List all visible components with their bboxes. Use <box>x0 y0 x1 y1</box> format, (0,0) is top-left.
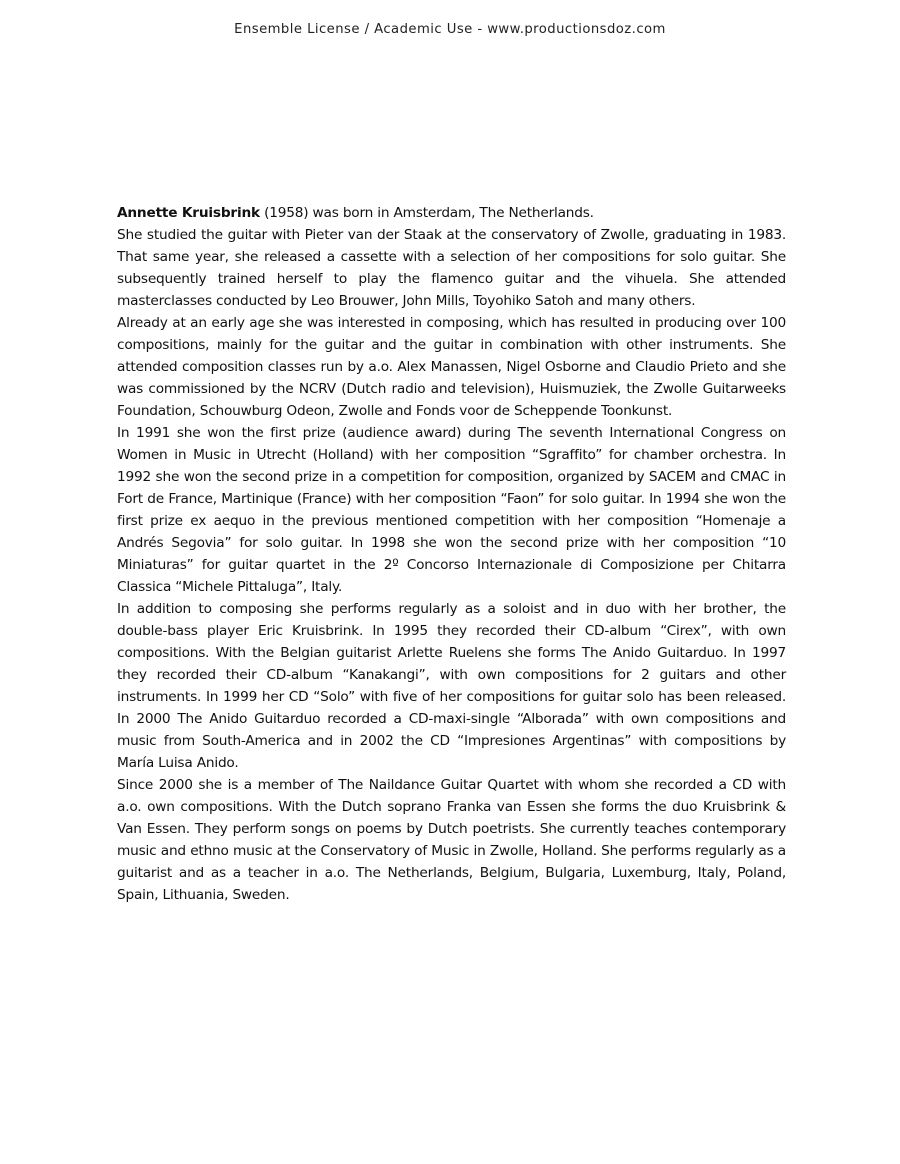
bio-paragraph-studies: She studied the guitar with Pieter van der Staak at the conservatory of Zwolle, graduating in 1983. That same year, she released a cassette with a selection of her compositions for solo guitar. She subsequently trained herself to play the flamenco guitar and the vihuela. She attended masterclasses conducted by Leo Brouwer, John Mills, Toyohiko Satoh and many others. <box>117 227 786 309</box>
bio-paragraph-prizes: In 1991 she won the first prize (audience award) during The seventh International Congress on Women in Music in Utrecht (Holland) with her composition “Sgraffito” for chamber orchestra. In 1992 she won the second prize in a competition for composition, organized by SACEM and CMAC in Fort de France, Martinique (France) with her composition “Faon” for solo guitar. In 1994 she won the first prize ex aequo in the previous mentioned competition with her composition “Homenaje a Andrés Segovia” for solo guitar. In 1998 she won the second prize with her composition “10 Miniaturas” for guitar quartet in the 2º Concorso Internazionale di Composizione per Chitarra Classica “Michele Pittaluga”, Italy. <box>117 425 786 595</box>
bio-paragraph-composing: Already at an early age she was interested in composing, which has resulted in producing over 100 compositions, mainly for the guitar and the guitar in combination with other instruments. She attended composition classes run by a.o. Alex Manassen, Nigel Osborne and Claudio Prieto and she was commissioned by the NCRV (Dutch radio and television), Huismuziek, the Zwolle Guitarweeks Foundation, Schouwburg Odeon, Zwolle and Fonds voor de Scheppende Toonkunst. <box>117 315 786 419</box>
birth-info: (1958) was born in Amsterdam, The Netherlands. <box>259 205 594 221</box>
composer-name: Annette Kruisbrink <box>117 205 260 221</box>
license-header: Ensemble License / Academic Use - www.productionsdoz.com <box>234 22 666 37</box>
bio-paragraph-performing: In addition to composing she performs regularly as a soloist and in duo with her brother, the double-bass player Eric Kruisbrink. In 1995 they recorded their CD-album “Cirex”, with own compositions. With the Belgian guitarist Arlette Ruelens she forms The Anido Guitarduo. In 1997 they recorded their CD-album “Kanakangi”, with own compositions for 2 guitars and other instruments. In 1999 her CD “Solo” with five of her compositions for guitar solo has been released. In 2000 The Anido Guitarduo recorded a CD-maxi-single “Alborada” with own compositions and music from South-America and in 2002 the CD “Impresiones Argentinas” with compositions by María Luisa Anido. <box>117 601 786 771</box>
bio-paragraph-quartet: Since 2000 she is a member of The Naildance Guitar Quartet with whom she recorded a CD with a.o. own compositions. With the Dutch soprano Franka van Essen she forms the duo Kruisbrink & Van Essen. They perform songs on poems by Dutch poetrists. She currently teaches contemporary music and ethno music at the Conservatory of Music in Zwolle, Holland. She performs regularly as a guitarist and as a teacher in a.o. The Netherlands, Belgium, Bulgaria, Luxemburg, Italy, Poland, Spain, Lithuania, Sweden. <box>117 777 786 903</box>
biography-text <box>117 202 786 906</box>
bio-paragraph-birth <box>117 202 786 224</box>
